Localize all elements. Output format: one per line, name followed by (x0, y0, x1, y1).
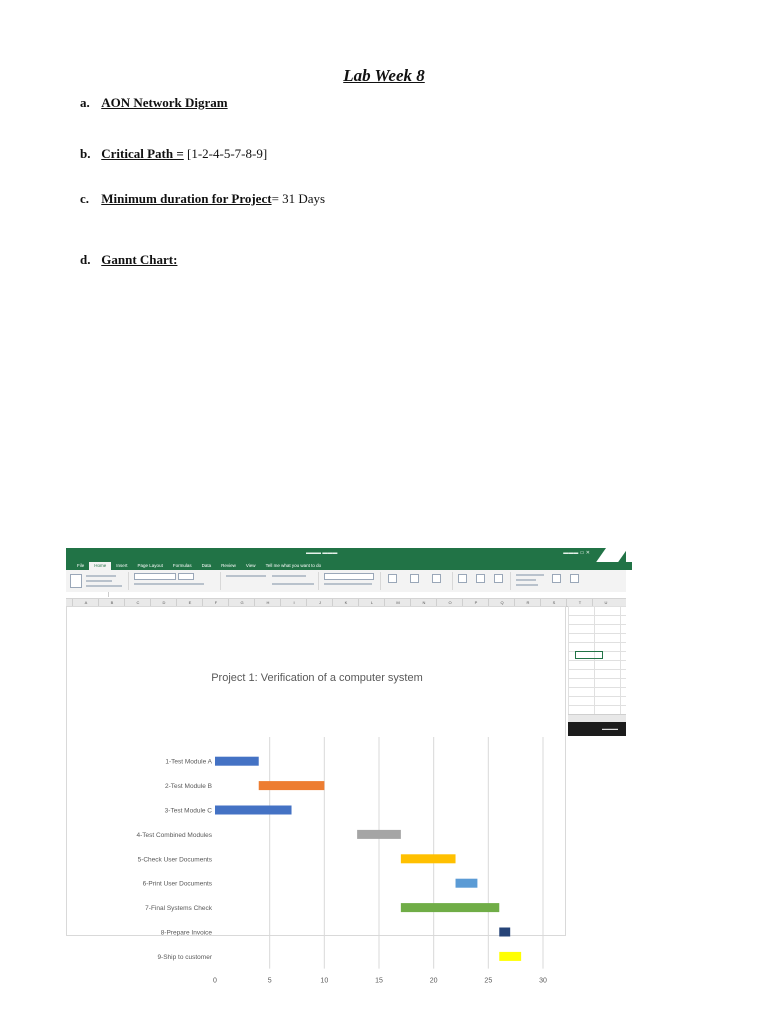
column-header[interactable]: L (358, 599, 385, 606)
x-tick-label: 10 (320, 977, 329, 985)
item-label: Minimum duration for Project (101, 191, 272, 206)
x-tick-label: 30 (539, 977, 547, 985)
item-label: Gannt Chart: (101, 252, 178, 267)
window-controls: ▬▬▬ ▭ ✕ (563, 550, 590, 556)
gantt-bar (215, 757, 259, 766)
editing-group (512, 572, 592, 590)
tell-me-search[interactable]: Tell me what you want to do (265, 563, 322, 568)
item-letter: b. (80, 146, 91, 161)
column-header[interactable]: O (436, 599, 463, 606)
column-header[interactable]: D (150, 599, 177, 606)
item-d (80, 252, 177, 268)
wrap-text-button[interactable] (272, 575, 306, 577)
formula-bar[interactable] (66, 592, 626, 599)
selected-cell[interactable] (575, 651, 603, 659)
tab-insert[interactable]: Insert (116, 563, 128, 568)
x-tick-label: 15 (375, 977, 383, 985)
name-box[interactable] (68, 592, 109, 597)
excel-screenshot (66, 548, 626, 985)
copy-button[interactable] (86, 580, 112, 582)
number-format-select[interactable] (324, 573, 374, 580)
insert-cells-icon[interactable] (458, 574, 467, 583)
item-label: Critical Path = (101, 146, 184, 161)
column-header[interactable]: Q (488, 599, 515, 606)
x-tick-label: 5 (267, 977, 272, 985)
number-buttons[interactable] (324, 583, 372, 585)
column-header[interactable]: K (332, 599, 359, 606)
gantt-bar (259, 781, 325, 790)
conditional-formatting-icon[interactable] (388, 574, 397, 583)
item-a (80, 95, 228, 111)
ribbon-toolbar (66, 570, 626, 593)
column-header[interactable]: E (176, 599, 203, 606)
column-header[interactable]: P (462, 599, 489, 606)
cut-button[interactable] (86, 575, 116, 577)
gantt-bar (456, 879, 478, 888)
chart-title: Project 1: Verification of a computer system (211, 672, 423, 684)
column-header[interactable]: F (202, 599, 229, 606)
column-header[interactable]: S (540, 599, 567, 606)
gantt-chart-svg (67, 607, 567, 985)
tab-page-layout[interactable]: Page Layout (137, 563, 163, 568)
category-label: 2-Test Module B (165, 783, 212, 791)
item-c (80, 191, 325, 207)
item-value: = 31 Days (271, 191, 326, 206)
category-label: 4-Test Combined Modules (136, 831, 212, 839)
clear-button[interactable] (516, 584, 538, 586)
document-title: Lab Week 8 (343, 66, 425, 85)
category-label: 3-Test Module C (164, 807, 212, 815)
item-b (80, 146, 267, 162)
column-header[interactable]: M (384, 599, 411, 606)
cells-group (454, 572, 511, 590)
item-letter: c. (80, 191, 90, 206)
gantt-bar (401, 854, 456, 863)
paste-icon[interactable] (70, 574, 82, 588)
font-name-select[interactable] (134, 573, 176, 580)
category-label: 1-Test Module A (165, 758, 212, 766)
gantt-chart[interactable] (66, 606, 566, 985)
column-header[interactable]: I (280, 599, 307, 606)
sort-filter-icon[interactable] (552, 574, 561, 583)
find-select-icon[interactable] (570, 574, 579, 583)
column-header[interactable]: C (124, 599, 151, 606)
format-as-table-icon[interactable] (410, 574, 419, 583)
window-title: ▬▬▬ ▬▬▬ (306, 550, 338, 556)
gantt-bar (401, 903, 499, 912)
tab-file[interactable]: File (77, 563, 85, 568)
cell-styles-icon[interactable] (432, 574, 441, 583)
align-buttons[interactable] (226, 575, 266, 577)
column-header[interactable]: R (514, 599, 541, 606)
x-tick-label: 25 (484, 977, 493, 985)
ribbon-tabs (66, 562, 632, 570)
column-header[interactable]: U (592, 599, 619, 606)
styles-group (382, 572, 453, 590)
item-value: [1-2-4-5-7-8-9] (183, 146, 268, 161)
gantt-bar (357, 830, 401, 839)
category-label: 5-Check User Documents (137, 856, 212, 864)
item-letter: a. (80, 95, 90, 110)
delete-cells-icon[interactable] (476, 574, 485, 583)
taskbar-clock (568, 722, 626, 736)
column-header[interactable]: A (72, 599, 99, 606)
column-header[interactable]: B (98, 599, 125, 606)
column-header[interactable]: G (228, 599, 255, 606)
tab-formulas[interactable]: Formulas (172, 563, 192, 568)
clipboard-group (66, 572, 129, 590)
item-label: AON Network Digram (101, 95, 228, 110)
fill-button[interactable] (516, 579, 536, 581)
excel-title-bar (66, 548, 626, 562)
number-group (320, 572, 381, 590)
font-formatting-buttons[interactable] (134, 583, 204, 585)
worksheet-grid[interactable] (568, 606, 626, 714)
category-label: 9-Ship to customer (157, 953, 212, 961)
item-letter: d. (80, 252, 91, 267)
category-label: 6-Print User Documents (142, 880, 212, 888)
tab-review[interactable]: Review (221, 563, 236, 568)
gantt-bar (499, 928, 510, 937)
font-size-select[interactable] (178, 573, 194, 580)
x-tick-label: 20 (429, 977, 438, 985)
alignment-group (222, 572, 319, 590)
gantt-bar (499, 952, 521, 961)
autosum-button[interactable] (516, 574, 544, 576)
tab-view[interactable]: View (245, 563, 256, 568)
column-header[interactable]: T (566, 599, 593, 606)
tab-home[interactable]: Home (89, 562, 111, 570)
x-tick-label: 0 (213, 977, 217, 985)
column-header[interactable]: N (410, 599, 437, 606)
format-cells-icon[interactable] (494, 574, 503, 583)
column-header[interactable]: J (306, 599, 333, 606)
merge-center-button[interactable] (272, 583, 314, 585)
category-label: 7-Final Systems Check (145, 905, 212, 913)
font-group (130, 572, 221, 590)
category-label: 8-Prepare Invoice (160, 929, 212, 937)
gantt-bar (215, 806, 292, 815)
clock-text: ▬▬▬▬ (602, 726, 618, 731)
format-painter-button[interactable] (86, 585, 122, 587)
tab-data[interactable]: Data (201, 563, 212, 568)
column-header[interactable]: H (254, 599, 281, 606)
